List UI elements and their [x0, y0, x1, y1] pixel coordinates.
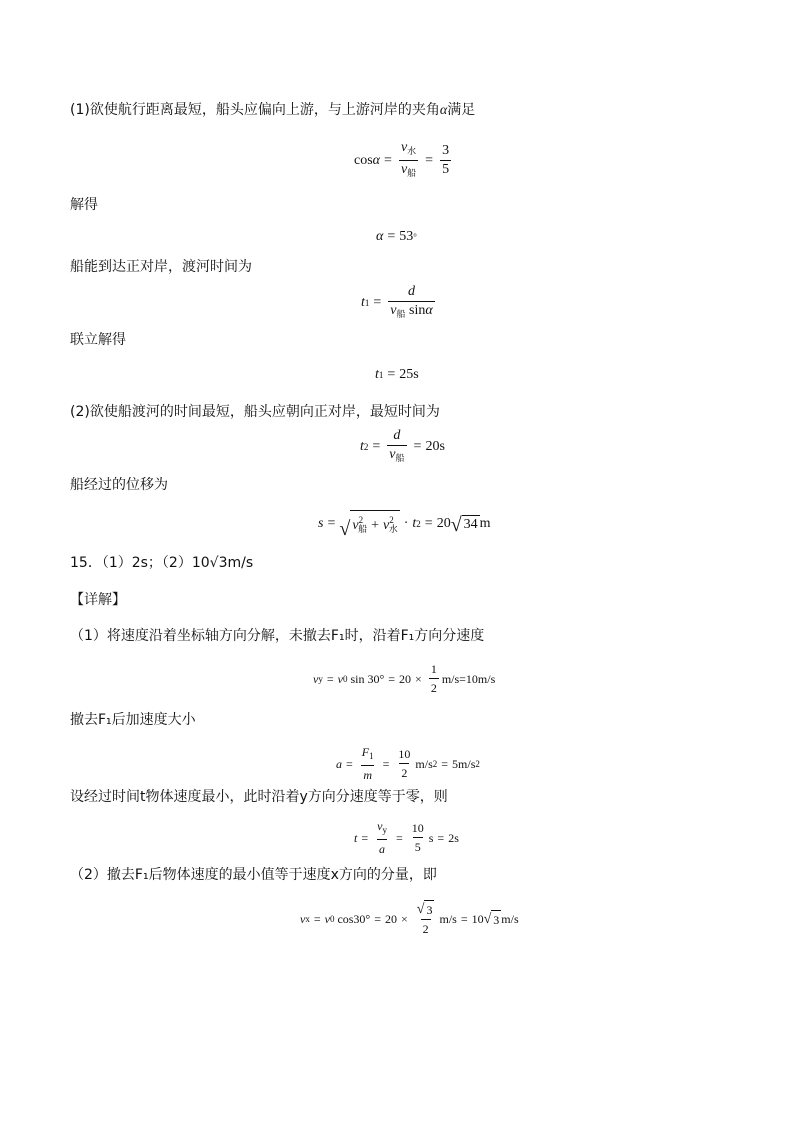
text-xiangjie: 【详解】 — [70, 592, 126, 608]
equation-displacement: s = √ $v^2_船 + v^2_水$ · t 2 = 20 √ 34 m — [318, 510, 491, 537]
equation-vy: v y = v 0 sin 30° = 20 × $\frac{1}{2}$ m/s=10m/s — [313, 662, 496, 695]
equation-acceleration: a = $\frac{F_1}{m}$ = $\frac{10}{2}$ m/s 2 = 5m/s 2 — [336, 745, 480, 782]
equation-t1-formula: t 1 = $\frac{d}{v_船 \sin\alpha}$ — [361, 284, 438, 322]
equation-t2: t 2 = $\frac{d}{v_船}$ = 20s — [360, 428, 445, 466]
equation-cos-alpha: cos α = $\frac{v_水}{v_船}$ = $\frac{3}{5}$ — [354, 140, 454, 181]
equation-vx: v x = v 0 cos30° = 20 × √ 3 2 m/s = 10 √ 3 m/s — [300, 902, 519, 936]
text-jiede: 解得 — [70, 197, 98, 213]
text-chequ: 撤去F₁后加速度大小 — [70, 712, 196, 728]
text-lianli: 联立解得 — [70, 332, 126, 348]
paragraph-part1 — [70, 101, 475, 120]
equation-t1-value: t 1 = 25s — [375, 367, 419, 382]
text-p1: (1)欲使航行距离最短，船头应偏向上游，与上游河岸的夹角 — [70, 102, 440, 118]
text-shejing: 设经过时间t物体速度最小，此时沿着y方向分速度等于零，则 — [70, 789, 448, 805]
equation-alpha-value: α = 53 ° — [376, 229, 417, 244]
text-s1: （1）将速度沿着坐标轴方向分解，未撤去F₁时，沿着F₁方向分速度 — [70, 628, 485, 644]
question-15-answer: 15．（1）2s；（2）10√3m/s — [70, 555, 254, 571]
text-p2: (2)欲使船渡河的时间最短，船头应朝向正对岸，最短时间为 — [70, 404, 440, 420]
equation-time: t = $\frac{v_y}{a}$ = $\frac{10}{5}$ s = 2s — [354, 819, 459, 856]
alpha-symbol: α — [439, 103, 448, 118]
text-p1-end: 满足 — [447, 102, 476, 118]
text-weiyi: 船经过的位移为 — [70, 477, 168, 493]
text-s2: （2）撤去F₁后物体速度的最小值等于速度x方向的分量，即 — [70, 867, 437, 883]
text-duian: 船能到达正对岸，渡河时间为 — [70, 259, 252, 275]
